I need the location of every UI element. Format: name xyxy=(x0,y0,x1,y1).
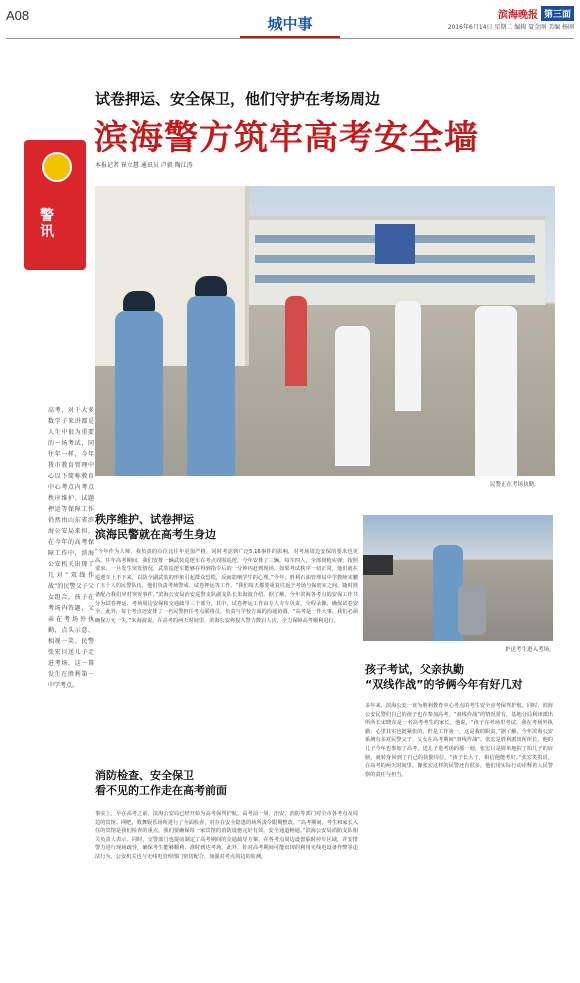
photo-caption: 民警正在考场执勤。 xyxy=(490,482,540,488)
student xyxy=(395,301,421,411)
secondary-photo xyxy=(363,515,553,641)
student xyxy=(285,296,307,386)
section-heading: 孩子考试，父亲执勤 “双线作战”的爷俩今年有好几对 xyxy=(365,663,523,691)
police-emblem-icon xyxy=(42,152,72,182)
student xyxy=(475,306,517,476)
badge-label: 警 讯 xyxy=(40,208,54,240)
page-number: A08 xyxy=(6,8,30,23)
police-officer xyxy=(115,311,163,476)
student xyxy=(335,326,370,466)
section-tab: 城中事 xyxy=(240,12,340,39)
main-photo xyxy=(95,186,555,476)
school-building xyxy=(245,216,545,305)
section-heading: 秩序维护、试卷押运 滨海民警就在高考生身边 xyxy=(95,513,216,541)
brand-name: 滨海晚报 xyxy=(497,10,538,21)
article-kicker: 试卷押运、安全保卫，他们守护在考场周边 xyxy=(95,90,381,108)
date-line: 2016年6月14日 星期二 编辑 聂金刚 美编 杨刚 xyxy=(447,24,574,31)
intro-sidebar: 高考，对于大多数学子来讲都是人生中很为重要的一场考试，同往年一样，今年我市教育管理中心以下简称教育中心考点内考点秩序维护、试题押运等保障工作仍然由山东省滨海公安局来担，在今年的高考保障工作中，滨海公安机关出现了几对“双线作战”的民警父子父女组合，孩子在考场内答题，父亲在考场外执勤，点头示意，相视一笑。民警张宏目送儿子走进考场，这一幕发生在胜利第一中学考点。 xyxy=(48,407,94,689)
section-body: 事实上，早在高考之前，滨海公安局已经开始为高考保驾护航。高考前一周，治安、消防等部门对全市各考点及周边的宾馆、网吧、歌舞娱乐场所进行了全面检查，对存在安全隐患的场所责令限期整改。“高考期间，考生和家长入住的宾馆是我们检查的重点，我们要确保每一家宾馆的消防设施完好有效，安全通道畅通。”滨海公安局消防支队相关负责人表示。同时，交警部门也提前制定了高考期间的交通疏导方案，在各考点周边设置临时停车区域，并安排警力进行现场疏导，确保考生能够顺利、准时到达考场。此外，针对高考期间可能出现的利用无线电设备作弊等违法行为，公安机关也与无线电管理部门密切配合，加强对考点周边的监测。 xyxy=(95,811,358,860)
section-body: 多年来，滨海公安一直为胜利教育中心考点的考生安全应考保驾护航。同时，滨海公安民警们自己的孩子也在参加高考。“双线作战”的情况常有。基地分局利津派出所所长宋晓东是一名高考考生的家长。他说，“孩子在考场里考试，我在考场外执勤，心里其实也挺紧张的，但是工作第一，这是我的职责。”据了解，今年滨海公安系统有多对民警父子、父女在高考期间“双线作战”。张宏是胜利派出所所长，他的儿子今年也参加了高考。送儿子进考场的那一刻，张宏只是简单地拍了拍儿子的肩膀，就转身回到了自己的执勤岗位。“孩子长大了，相信他能考好。”张宏笑着说。在高考的两天时间里，像张宏这样的民警还有很多，他们用实际行动诠释着人民警察的责任与担当。 xyxy=(365,703,553,778)
section-heading: 消防检查、安全保卫 看不见的工作走在高考前面 xyxy=(95,769,227,797)
section-body: “今年作为人师，我负责的点位比往年更加严格，同时考虑到广泛5.16事件的影响，对考场周边安保的要求也更高。往年高考期间，我们安排一辆武装巡逻车在考点周围巡逻，今年安排了三辆，每车四人，全部荷枪实弹，按照要求，一旦发生突发情况，武装巡逻车能够在得到指令后的一分钟内赶到现场。如果考试秩序一切正常，他们就在巡逻车上不下来，以防全副武装的形象引起群众恐慌，反而影响学生的心理。”今年，胜利石油管理局中学教师宋鹏了五十人的民警队伍，他们负责考场警戒、试卷押运等工作。“我们每天都要重复往返于考场与保密室之间，随时准备配合我们应对突发事件。”滨海公安局治安巡警支队副支队长朱海波介绍。据了解，今年滨海各考点的安保工作共分为试卷押运、考场周边安保和交通疏导三个部分。其中，试卷押运工作由专人专车负责，全程录像，确保试卷安全。此外，每个考点还安排了一名民警担任考点联络员，负责与学校方面的沟通协调。“高考是一件大事，我们必须确保万无一失。”朱海波说，在高考的两天时间里，滨海公安将投入警力数百人次，全力保障高考顺利进行。 xyxy=(95,549,358,624)
photo-caption: 护送考生进入考场。 xyxy=(505,647,555,653)
brand-tag: 第三面 xyxy=(541,6,574,21)
police-officer xyxy=(187,296,235,476)
header-divider xyxy=(6,38,574,39)
article-byline: 本报记者 崔立慧 通讯员 卢毅 陶江涛 xyxy=(95,162,193,169)
police-news-badge xyxy=(24,140,86,270)
newspaper-brand xyxy=(498,6,574,21)
article-headline: 滨海警方筑牢高考安全墙 xyxy=(94,118,479,158)
